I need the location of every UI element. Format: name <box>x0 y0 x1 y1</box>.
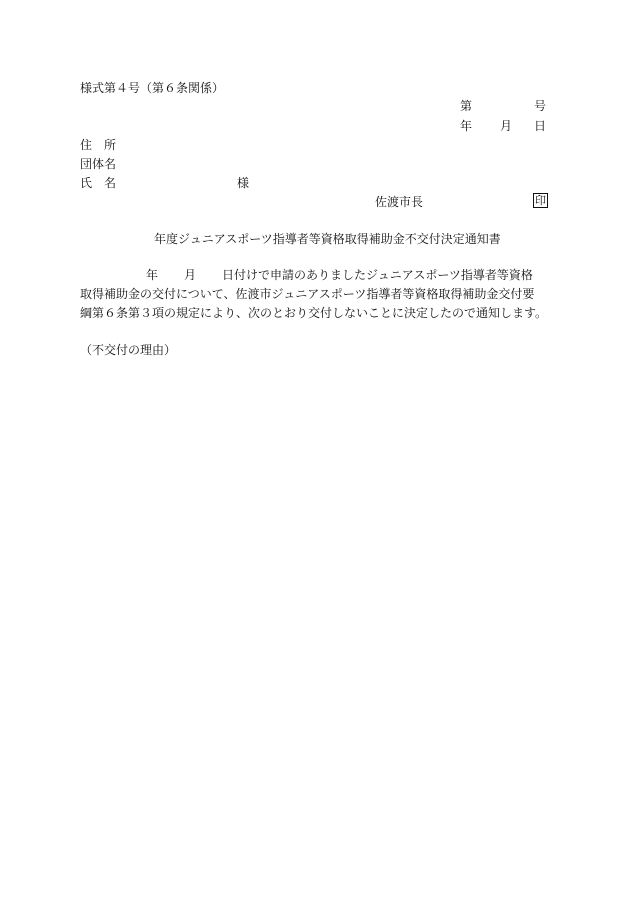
document-title: 年度ジュニアスポーツ指導者等資格取得補助金不交付決定通知書 <box>154 232 501 246</box>
date-year: 年 <box>460 119 473 133</box>
body-year: 年 <box>146 268 159 282</box>
notice-body <box>80 266 550 323</box>
reason-label: （不交付の理由） <box>80 343 177 357</box>
organization-label: 団体名 <box>80 157 117 171</box>
seal-mark: 印 <box>535 194 546 207</box>
address-label: 住 所 <box>80 138 117 152</box>
body-line-3: 綱第６条第３項の規定により、次のとおり交付しないことに決定したので通知します。 <box>80 306 548 320</box>
number-prefix: 第 <box>460 99 473 113</box>
body-line-1 <box>80 266 550 285</box>
body-line-2: 取得補助金の交付について、佐渡市ジュニアスポーツ指導者等資格取得補助金交付要 <box>80 287 535 301</box>
form-number: 様式第４号（第６条関係） <box>80 81 225 95</box>
number-suffix: 号 <box>533 99 546 113</box>
body-line-1-rest: 日付けで申請のありましたジュニアスポーツ指導者等資格 <box>222 268 533 282</box>
name-label: 氏 名 <box>80 176 117 190</box>
body-month: 月 <box>184 268 197 282</box>
issuer-title: 佐渡市長 <box>375 195 424 209</box>
date-month: 月 <box>500 119 513 133</box>
honorific: 様 <box>237 176 250 190</box>
date-day: 日 <box>533 119 546 133</box>
